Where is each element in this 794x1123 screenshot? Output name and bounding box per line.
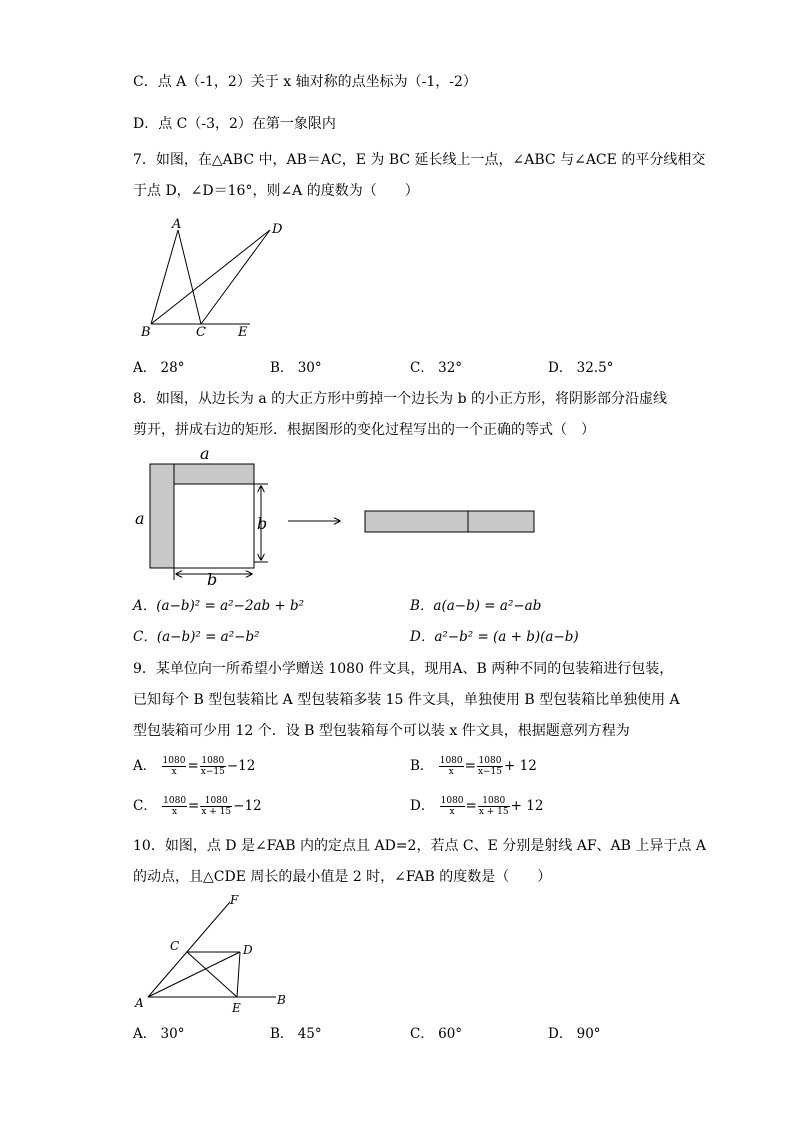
q7-option-d: D． 32.5° (548, 360, 614, 376)
q7-text-line2: 于点 D，∠D＝16°，则∠A 的度数为（ ） (133, 183, 419, 199)
q10-text-line1: 10．如图，点 D 是∠FAB 内的定点且 AD=2，若点 C、E 分别是射线 AF、AB 上异于点 A (133, 838, 706, 854)
q7-segment-cd (201, 230, 270, 324)
q9-text-line1: 9．某单位向一所希望小学赠送 1080 件文具，现用A、B 两种不同的包装箱进行包装， (133, 661, 674, 677)
q8-removed-small-square (174, 484, 254, 568)
q8-label-b-bottom: b (207, 570, 218, 588)
q10-option-a: A． 30° (133, 1026, 185, 1042)
q10-label-d: D (243, 943, 253, 957)
q7-option-c: C． 32° (410, 360, 463, 376)
q10-ray-af (148, 902, 230, 997)
q8-result-rectangle (365, 511, 534, 532)
q10-segment-de (237, 952, 240, 997)
q8-label-a-left: a (135, 509, 145, 528)
q7-segment-ac (178, 230, 201, 324)
q7-figure (138, 215, 288, 340)
q6-option-d: D．点 C（-3，2）在第一象限内 (133, 116, 336, 132)
q9-option-d: D． $\frac{1080}{x}$ = $\frac{1080}{x + 15}$ + 12 (410, 796, 544, 817)
q6-option-c: C．点 A（-1，2）关于 x 轴对称的点坐标为（-1，-2） (133, 74, 477, 90)
q8-option-c: C．(a−b)² = a²−b² (133, 629, 260, 645)
q8-label-b-right: b (257, 514, 268, 533)
q9-option-b: B． $\frac{1080}{x}$ = $\frac{1080}{x-15}$ + 12 (410, 756, 537, 777)
q8-text-line2: 剪开，拼成右边的矩形．根据图形的变化过程写出的一个正确的等式（ ） (133, 422, 595, 438)
q10-label-f: F (230, 893, 239, 907)
q10-label-b: B (277, 993, 286, 1007)
q8-option-b: B．a(a−b) = a²−ab (410, 598, 542, 614)
q7-segment-bd (151, 230, 270, 324)
q9-option-a: A． $\frac{1080}{x}$ = $\frac{1080}{x-15}$ −12 (133, 756, 256, 777)
q7-label-d: D (272, 222, 283, 237)
q8-label-a-top: a (200, 444, 210, 463)
q9-text-line2: 已知每个 B 型包装箱比 A 型包装箱多装 15 件文具，单独使用 B 型包装箱比单独使用 A (133, 692, 680, 708)
q7-label-e: E (238, 325, 248, 340)
q7-option-b: B． 30° (270, 360, 322, 376)
q10-label-a: A (135, 996, 144, 1010)
q10-text-line2: 的动点，且△CDE 周长的最小值是 2 时，∠FAB 的度数是（ ） (133, 869, 552, 885)
q10-label-e: E (232, 1001, 241, 1015)
q10-option-d: D． 90° (548, 1026, 601, 1042)
q7-text-line1: 7．如图，在△ABC 中，AB＝AC，E 为 BC 延长线上一点，∠ABC 与∠ACE 的平分线相交 (133, 152, 706, 168)
q10-label-c: C (170, 939, 180, 953)
q7-label-a: A (172, 217, 182, 232)
q8-figure (130, 443, 550, 588)
q10-option-c: C． 60° (410, 1026, 463, 1042)
q8-text-line1: 8．如图，从边长为 a 的大正方形中剪掉一个边长为 b 的小正方形，将阴影部分沿虚线 (133, 391, 668, 407)
q8-option-a: A．(a−b)² = a²−2ab + b² (133, 598, 305, 614)
q8-option-d: D．a²−b² = (a + b)(a−b) (410, 629, 579, 645)
q10-figure (130, 892, 300, 1017)
q7-label-b: B (141, 325, 151, 340)
q10-option-b: B． 45° (270, 1026, 322, 1042)
q9-text-line3: 型包装箱可少用 12 个．设 B 型包装箱每个可以装 x 件文具，根据题意列方程为 (133, 723, 630, 739)
q7-segment-ab (151, 230, 178, 324)
q9-option-c: C． $\frac{1080}{x}$ = $\frac{1080}{x + 15}$ −12 (133, 796, 262, 817)
q7-label-c: C (196, 325, 206, 340)
q7-option-a: A． 28° (133, 360, 185, 376)
